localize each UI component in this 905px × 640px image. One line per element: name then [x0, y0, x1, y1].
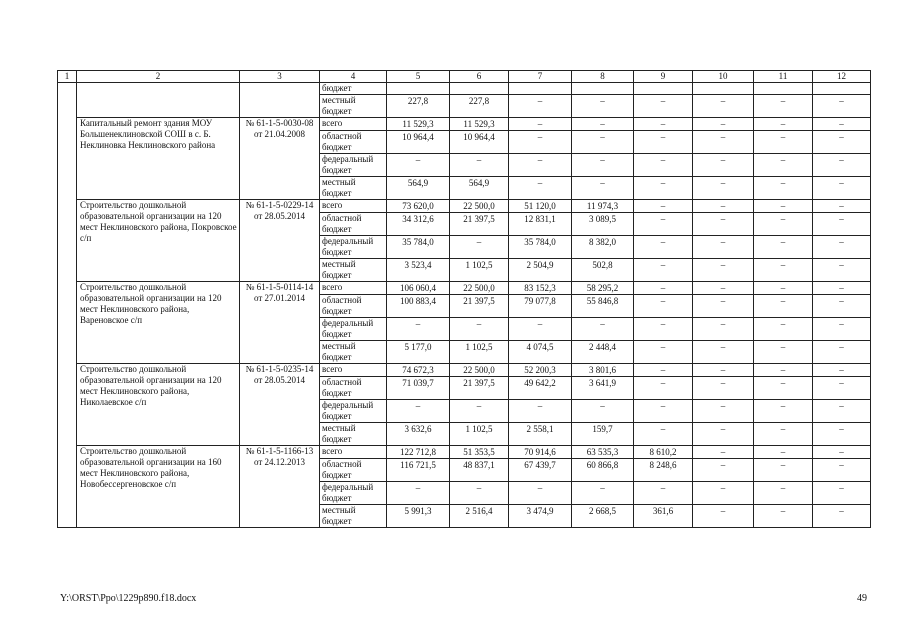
value-cell: –: [813, 95, 871, 118]
value-cell: 67 439,7: [509, 459, 572, 482]
value-cell: 2 516,4: [450, 505, 509, 528]
funding-source-cell: областной бюджет: [320, 295, 387, 318]
value-cell: –: [634, 282, 693, 295]
value-cell: –: [450, 400, 509, 423]
value-cell: 83 152,3: [509, 282, 572, 295]
funding-source-cell: федеральный бюджет: [320, 482, 387, 505]
value-cell: 564,9: [387, 177, 450, 200]
value-cell: 51 353,5: [450, 446, 509, 459]
value-cell: –: [509, 318, 572, 341]
registration-cell: № 61-1-5-0229-14 от 28.05.2014: [240, 200, 320, 282]
object-name-cell: [77, 83, 240, 118]
value-cell: –: [754, 259, 813, 282]
funding-source-cell: федеральный бюджет: [320, 236, 387, 259]
column-number: 3: [240, 71, 320, 83]
funding-source-cell: бюджет: [320, 83, 387, 95]
column-number: 6: [450, 71, 509, 83]
value-cell: –: [813, 423, 871, 446]
column-number: 12: [813, 71, 871, 83]
funding-source-cell: областной бюджет: [320, 459, 387, 482]
value-cell: –: [693, 295, 754, 318]
value-cell: –: [572, 318, 634, 341]
value-cell: –: [693, 364, 754, 377]
value-cell: –: [634, 131, 693, 154]
value-cell: –: [509, 131, 572, 154]
value-cell: [450, 83, 509, 95]
value-cell: –: [572, 482, 634, 505]
value-cell: –: [754, 95, 813, 118]
funding-source-cell: всего: [320, 364, 387, 377]
value-cell: 12 831,1: [509, 213, 572, 236]
value-cell: 4 074,5: [509, 341, 572, 364]
table-row: [58, 83, 871, 95]
value-cell: –: [509, 400, 572, 423]
column-number-row: [58, 71, 871, 83]
value-cell: –: [813, 200, 871, 213]
value-cell: –: [754, 118, 813, 131]
value-cell: 79 077,8: [509, 295, 572, 318]
object-name-cell: Строительство дошкольной образовательной организации на 120 мест Неклиновского района, Вареновское с/п: [77, 282, 240, 364]
value-cell: –: [450, 236, 509, 259]
value-cell: 564,9: [450, 177, 509, 200]
funding-source-cell: федеральный бюджет: [320, 154, 387, 177]
value-cell: 11 529,3: [450, 118, 509, 131]
column-number: 10: [693, 71, 754, 83]
value-cell: 21 397,5: [450, 295, 509, 318]
value-cell: –: [387, 318, 450, 341]
value-cell: –: [634, 118, 693, 131]
funding-source-cell: областной бюджет: [320, 213, 387, 236]
value-cell: –: [572, 118, 634, 131]
table-row: [58, 200, 871, 213]
value-cell: –: [450, 482, 509, 505]
value-cell: 22 500,0: [450, 282, 509, 295]
value-cell: –: [813, 213, 871, 236]
value-cell: –: [693, 446, 754, 459]
value-cell: –: [813, 341, 871, 364]
value-cell: –: [754, 446, 813, 459]
value-cell: –: [693, 213, 754, 236]
value-cell: 2 504,9: [509, 259, 572, 282]
value-cell: 10 964,4: [387, 131, 450, 154]
value-cell: –: [813, 505, 871, 528]
footer-file-path: Y:\ORST\Ppo\1229p890.f18.docx: [60, 593, 197, 604]
value-cell: –: [693, 118, 754, 131]
value-cell: 2 558,1: [509, 423, 572, 446]
table-row: [58, 446, 871, 459]
value-cell: –: [693, 318, 754, 341]
value-cell: –: [387, 400, 450, 423]
table-row: [58, 118, 871, 131]
value-cell: –: [572, 400, 634, 423]
table-row: [58, 282, 871, 295]
registration-cell: [240, 83, 320, 118]
value-cell: –: [509, 118, 572, 131]
value-cell: –: [754, 200, 813, 213]
value-cell: 227,8: [450, 95, 509, 118]
value-cell: –: [754, 282, 813, 295]
value-cell: 1 102,5: [450, 341, 509, 364]
value-cell: 21 397,5: [450, 213, 509, 236]
value-cell: –: [387, 482, 450, 505]
funding-source-cell: местный бюджет: [320, 259, 387, 282]
value-cell: –: [813, 482, 871, 505]
value-cell: –: [634, 482, 693, 505]
value-cell: –: [813, 177, 871, 200]
funding-source-cell: всего: [320, 282, 387, 295]
value-cell: –: [754, 236, 813, 259]
value-cell: –: [634, 177, 693, 200]
value-cell: 3 632,6: [387, 423, 450, 446]
funding-source-cell: областной бюджет: [320, 131, 387, 154]
column-number: 11: [754, 71, 813, 83]
value-cell: 52 200,3: [509, 364, 572, 377]
value-cell: 159,7: [572, 423, 634, 446]
value-cell: –: [693, 259, 754, 282]
value-cell: –: [813, 400, 871, 423]
value-cell: –: [754, 295, 813, 318]
value-cell: –: [813, 259, 871, 282]
value-cell: –: [693, 377, 754, 400]
funding-source-cell: всего: [320, 446, 387, 459]
value-cell: 60 866,8: [572, 459, 634, 482]
value-cell: –: [813, 282, 871, 295]
value-cell: 70 914,6: [509, 446, 572, 459]
value-cell: –: [813, 459, 871, 482]
value-cell: 10 964,4: [450, 131, 509, 154]
table-row: [58, 364, 871, 377]
value-cell: –: [693, 200, 754, 213]
column-number: 5: [387, 71, 450, 83]
value-cell: –: [572, 95, 634, 118]
value-cell: –: [754, 341, 813, 364]
value-cell: 3 089,5: [572, 213, 634, 236]
value-cell: 106 060,4: [387, 282, 450, 295]
value-cell: –: [509, 177, 572, 200]
value-cell: 2 668,5: [572, 505, 634, 528]
value-cell: 8 610,2: [634, 446, 693, 459]
budget-table: [57, 70, 871, 528]
funding-source-cell: всего: [320, 200, 387, 213]
value-cell: –: [693, 236, 754, 259]
value-cell: 100 883,4: [387, 295, 450, 318]
value-cell: –: [754, 177, 813, 200]
page-number: 49: [857, 593, 867, 604]
row-number-cell: [58, 83, 77, 528]
value-cell: –: [634, 377, 693, 400]
value-cell: 2 448,4: [572, 341, 634, 364]
value-cell: –: [754, 505, 813, 528]
value-cell: 1 102,5: [450, 423, 509, 446]
object-name-cell: Строительство дошкольной образовательной организации на 120 мест Неклиновского района, Николаевское с/п: [77, 364, 240, 446]
value-cell: 361,6: [634, 505, 693, 528]
value-cell: 48 837,1: [450, 459, 509, 482]
value-cell: –: [813, 295, 871, 318]
value-cell: –: [693, 95, 754, 118]
value-cell: –: [813, 118, 871, 131]
value-cell: 227,8: [387, 95, 450, 118]
value-cell: 3 801,6: [572, 364, 634, 377]
value-cell: –: [693, 423, 754, 446]
value-cell: 3 641,9: [572, 377, 634, 400]
value-cell: –: [754, 131, 813, 154]
value-cell: 8 248,6: [634, 459, 693, 482]
value-cell: –: [509, 482, 572, 505]
value-cell: 3 523,4: [387, 259, 450, 282]
registration-cell: № 61-1-5-1166-13 от 24.12.2013: [240, 446, 320, 528]
value-cell: –: [754, 154, 813, 177]
value-cell: –: [813, 364, 871, 377]
value-cell: 74 672,3: [387, 364, 450, 377]
value-cell: –: [634, 341, 693, 364]
value-cell: –: [813, 377, 871, 400]
value-cell: –: [509, 154, 572, 177]
value-cell: –: [693, 282, 754, 295]
value-cell: 58 295,2: [572, 282, 634, 295]
value-cell: –: [754, 400, 813, 423]
value-cell: 3 474,9: [509, 505, 572, 528]
value-cell: [754, 83, 813, 95]
registration-cell: № 61-1-5-0114-14 от 27.01.2014: [240, 282, 320, 364]
value-cell: –: [693, 482, 754, 505]
value-cell: –: [634, 400, 693, 423]
value-cell: [693, 83, 754, 95]
funding-source-cell: федеральный бюджет: [320, 318, 387, 341]
value-cell: –: [634, 423, 693, 446]
value-cell: 1 102,5: [450, 259, 509, 282]
value-cell: –: [634, 154, 693, 177]
value-cell: –: [693, 459, 754, 482]
column-number: 9: [634, 71, 693, 83]
value-cell: –: [693, 341, 754, 364]
value-cell: 5 991,3: [387, 505, 450, 528]
value-cell: 502,8: [572, 259, 634, 282]
value-cell: [387, 83, 450, 95]
value-cell: 116 721,5: [387, 459, 450, 482]
value-cell: 51 120,0: [509, 200, 572, 213]
object-name-cell: Строительство дошкольной образовательной организации на 120 мест Неклиновского района, Покровское с/п: [77, 200, 240, 282]
funding-source-cell: местный бюджет: [320, 95, 387, 118]
funding-source-cell: областной бюджет: [320, 377, 387, 400]
value-cell: [634, 83, 693, 95]
value-cell: –: [450, 318, 509, 341]
value-cell: –: [754, 318, 813, 341]
value-cell: –: [693, 131, 754, 154]
value-cell: 35 784,0: [509, 236, 572, 259]
value-cell: –: [813, 131, 871, 154]
value-cell: –: [813, 446, 871, 459]
value-cell: [509, 83, 572, 95]
value-cell: 21 397,5: [450, 377, 509, 400]
value-cell: 34 312,6: [387, 213, 450, 236]
funding-source-cell: местный бюджет: [320, 423, 387, 446]
value-cell: –: [634, 95, 693, 118]
value-cell: –: [572, 154, 634, 177]
value-cell: –: [693, 154, 754, 177]
value-cell: –: [754, 459, 813, 482]
value-cell: 5 177,0: [387, 341, 450, 364]
value-cell: –: [634, 200, 693, 213]
registration-cell: № 61-1-5-0235-14 от 28.05.2014: [240, 364, 320, 446]
column-number: 4: [320, 71, 387, 83]
value-cell: –: [450, 154, 509, 177]
value-cell: –: [634, 259, 693, 282]
object-name-cell: Строительство дошкольной образовательной организации на 160 мест Неклиновского района, Новобессергеновское с/п: [77, 446, 240, 528]
value-cell: –: [813, 154, 871, 177]
value-cell: –: [754, 213, 813, 236]
value-cell: –: [813, 236, 871, 259]
value-cell: 63 535,3: [572, 446, 634, 459]
value-cell: 11 974,3: [572, 200, 634, 213]
value-cell: 22 500,0: [450, 200, 509, 213]
registration-cell: № 61-1-5-0030-08 от 21.04.2008: [240, 118, 320, 200]
value-cell: –: [754, 482, 813, 505]
column-number: 8: [572, 71, 634, 83]
value-cell: –: [634, 318, 693, 341]
value-cell: 35 784,0: [387, 236, 450, 259]
funding-source-cell: федеральный бюджет: [320, 400, 387, 423]
value-cell: 11 529,3: [387, 118, 450, 131]
funding-source-cell: местный бюджет: [320, 341, 387, 364]
value-cell: [572, 83, 634, 95]
value-cell: –: [693, 400, 754, 423]
value-cell: 55 846,8: [572, 295, 634, 318]
value-cell: –: [634, 295, 693, 318]
column-number: 1: [58, 71, 77, 83]
value-cell: 22 500,0: [450, 364, 509, 377]
value-cell: –: [693, 505, 754, 528]
value-cell: –: [509, 95, 572, 118]
funding-source-cell: всего: [320, 118, 387, 131]
funding-source-cell: местный бюджет: [320, 177, 387, 200]
value-cell: [813, 83, 871, 95]
column-number: 7: [509, 71, 572, 83]
value-cell: –: [754, 377, 813, 400]
value-cell: –: [813, 318, 871, 341]
value-cell: –: [387, 154, 450, 177]
value-cell: –: [693, 177, 754, 200]
value-cell: –: [634, 364, 693, 377]
object-name-cell: Капитальный ремонт здания МОУ Большенеклиновской СОШ в с. Б. Неклиновка Неклиновского района: [77, 118, 240, 200]
value-cell: 122 712,8: [387, 446, 450, 459]
column-number: 2: [77, 71, 240, 83]
value-cell: –: [754, 423, 813, 446]
funding-source-cell: местный бюджет: [320, 505, 387, 528]
value-cell: –: [634, 236, 693, 259]
value-cell: –: [634, 213, 693, 236]
value-cell: 73 620,0: [387, 200, 450, 213]
value-cell: 8 382,0: [572, 236, 634, 259]
value-cell: –: [754, 364, 813, 377]
value-cell: –: [572, 131, 634, 154]
value-cell: 71 039,7: [387, 377, 450, 400]
value-cell: –: [572, 177, 634, 200]
value-cell: 49 642,2: [509, 377, 572, 400]
